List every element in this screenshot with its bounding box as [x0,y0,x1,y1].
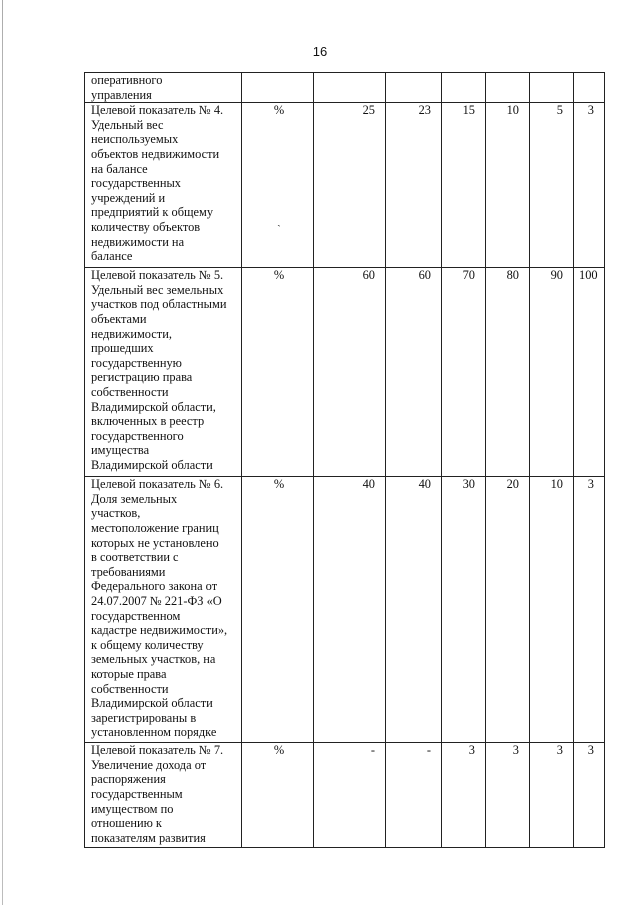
table-row [85,103,605,268]
indicator-name-line: недвижимости, [91,326,172,341]
indicator-name-line: Увеличение дохода от [91,757,207,772]
indicator-name-line: государственную [91,355,182,370]
indicator-name-line: на балансе [91,161,148,176]
indicator-name-line: местоположение границ [91,520,219,535]
indicator-name-line: балансе [91,249,133,264]
indicator-name-line: показателям развития [91,830,206,845]
indicator-name-line: к общему количеству [91,637,204,652]
indicator-name-line: собственности [91,681,169,696]
indicator-name-line: Владимирской области [91,457,213,472]
value-cell: 3 [574,103,605,268]
value-cell: 70 [442,268,486,477]
value-cell: 30 [442,477,486,743]
indicator-name-line: Федерального закона от [91,579,218,594]
indicator-name-line: управления [91,87,152,102]
table-row [85,73,605,103]
indicator-name-line: Целевой показатель № 6. [91,477,224,492]
page-edge-shadow [2,0,3,905]
indicator-name-line: прошедших [91,341,154,356]
value-cell: 40 [386,477,442,743]
indicator-name-cell [85,743,242,848]
indicator-name-line: регистрацию права [91,370,193,385]
indicator-name-line: которые права [91,666,167,681]
unit-cell [242,477,314,743]
indicator-name-line: в соответствии с [91,550,179,565]
indicator-name-line: количеству объектов [91,219,201,234]
indicator-name-cell [85,268,242,477]
unit-label: % [273,477,285,492]
indicator-name-line: предприятий к общему [91,205,214,220]
indicator-name-line: государственном [91,608,181,623]
indicators-table [84,72,605,848]
value-cell: - [386,743,442,848]
value-cell [314,73,386,103]
indicator-name-line: кадастре недвижимости», [91,623,228,638]
value-cell: 20 [486,477,530,743]
indicator-name-line: объектов недвижимости [91,146,220,161]
indicator-name-line: земельных участков, на [91,652,216,667]
indicator-name-line: Целевой показатель № 7. [91,743,224,758]
unit-label: % [273,743,285,758]
value-cell: 5 [530,103,574,268]
indicator-name-line: участков, [91,506,141,521]
indicator-name-line: включенных в реестр [91,414,205,429]
indicator-name-line: недвижимости на [91,234,185,249]
unit-label: % [273,268,285,283]
value-cell: 3 [574,743,605,848]
table-row [85,743,605,848]
indicator-name-line: распоряжения [91,772,166,787]
unit-cell [242,73,314,103]
value-cell: 3 [530,743,574,848]
value-cell [442,73,486,103]
indicator-name-line: имущества [91,443,150,458]
indicator-name-line: государственным [91,786,183,801]
indicator-name-line: установленном порядке [91,725,217,740]
indicator-name-line: государственного [91,428,184,443]
indicator-name-cell [85,103,242,268]
indicator-name-line: требованиями [91,564,166,579]
indicator-name-line: участков под областными [91,297,227,312]
indicator-name-line: Доля земельных [91,491,178,506]
stray-mark: ˎ [277,214,281,227]
indicator-name-line: которых не установлено [91,535,219,550]
table-row [85,477,605,743]
indicator-name-line: Владимирской области [91,696,213,711]
indicator-name-line: 24.07.2007 № 221-ФЗ «О [91,593,222,608]
indicator-name-line: Удельный вес земельных [91,282,224,297]
value-cell: 60 [314,268,386,477]
value-cell: 40 [314,477,386,743]
value-cell: 80 [486,268,530,477]
indicator-name-line: неиспользуемых [91,132,179,147]
unit-cell [242,743,314,848]
value-cell: 3 [486,743,530,848]
indicator-name-line: зарегистрированы в [91,710,197,725]
value-cell: 3 [574,477,605,743]
indicator-name-line: имуществом по [91,801,174,816]
value-cell: 10 [486,103,530,268]
value-cell: 100 [574,268,605,477]
unit-cell [242,103,314,268]
indicator-name-line: собственности [91,384,169,399]
value-cell: 23 [386,103,442,268]
value-cell [530,73,574,103]
indicator-name-line: Целевой показатель № 4. [91,103,224,118]
unit-label: % [273,103,285,118]
value-cell [386,73,442,103]
value-cell: - [314,743,386,848]
value-cell: 10 [530,477,574,743]
indicator-name-line: государственных [91,176,182,191]
indicator-name-cell [85,477,242,743]
page-number: 16 [312,44,328,59]
value-cell: 90 [530,268,574,477]
indicator-name-line: Целевой показатель № 5. [91,268,224,283]
indicator-name-line: оперативного [91,73,163,87]
unit-cell [242,268,314,477]
indicator-name-line: учреждений и [91,190,166,205]
indicator-name-line: Удельный вес [91,117,164,132]
value-cell: 3 [442,743,486,848]
indicator-name-line: отношению к [91,816,162,831]
value-cell: 15 [442,103,486,268]
indicator-name-cell [85,73,242,103]
table-row [85,268,605,477]
value-cell: 25 [314,103,386,268]
indicator-name-line: Владимирской области, [91,399,216,414]
value-cell [486,73,530,103]
indicator-name-line: объектами [91,311,147,326]
value-cell [574,73,605,103]
value-cell: 60 [386,268,442,477]
